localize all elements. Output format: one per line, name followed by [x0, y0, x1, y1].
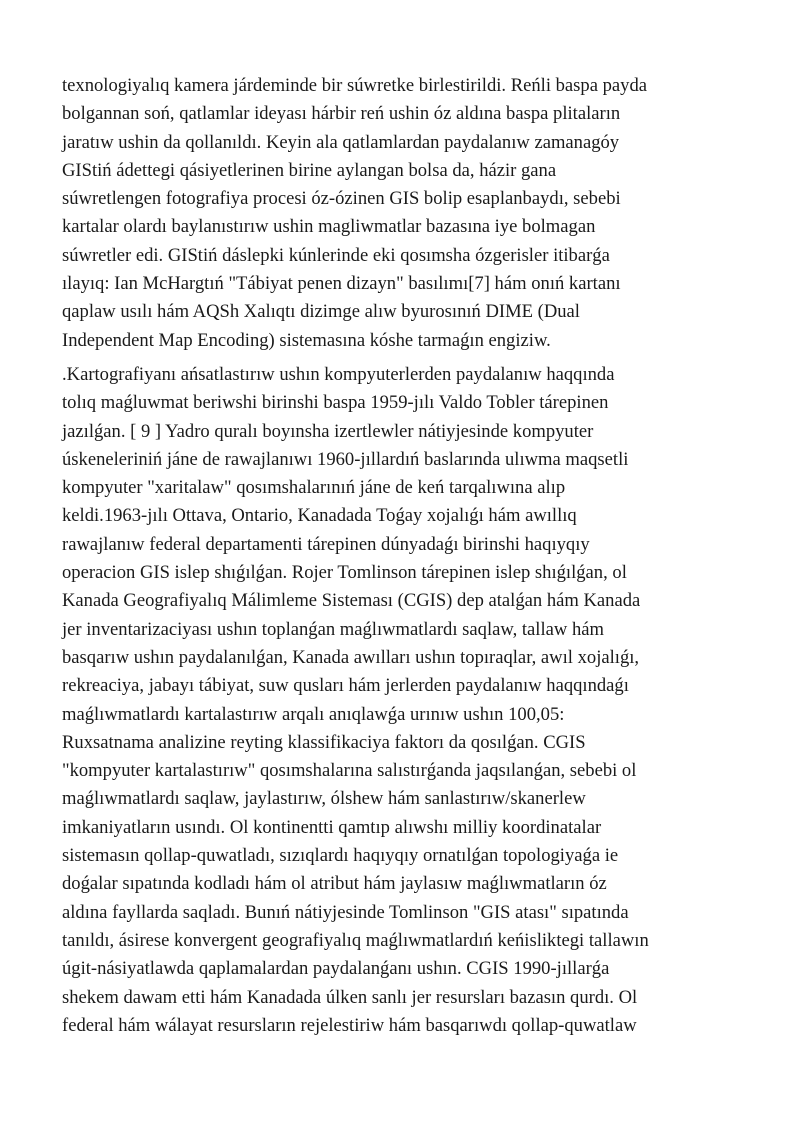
text-line: federal hám wálayat resursların rejelestiriw hám basqarıwdı qollap-quwatlaw	[62, 1014, 637, 1036]
text-line: operacion GIS islep shıǵılǵan. Rojer Tomlinson tárepinen islep shıǵılǵan, ol	[62, 562, 627, 584]
text-line: bolgannan soń, qatlamlar ideyası hárbir reń ushin óz aldına baspa plitaların	[62, 103, 621, 125]
text-line: "kompyuter kartalastırıw" qosımshalarına salıstırǵanda jaqsılanǵan, sebebi ol	[62, 760, 637, 782]
text-line: qaplaw usılı hám AQSh Xalıqtı dizimge alıw byurosınıń DIME (Dual	[62, 301, 580, 323]
text-line: úgit-násiyatlawda qaplamalardan paydalanǵanı ushın. CGIS 1990-jıllarǵa	[62, 958, 610, 980]
text-line: maǵlıwmatlardı saqlaw, jaylastırıw, ólshew hám sanlastırıw/skanerlew	[62, 788, 586, 810]
paragraph-cgis-history	[62, 361, 752, 1040]
text-line: súwretlengen fotografiya procesi óz-ózinen GIS bolip esaplanbaydı, sebebi	[62, 188, 621, 210]
text-line: súwretler edi. GIStiń dáslepki kúnlerinde eki qosımsha ózgerisler itibarǵa	[62, 244, 610, 266]
text-line: shekem dawam etti hám Kanadada úlken sanlı jer resursları bazasın qurdı. Ol	[62, 986, 638, 1008]
text-line: GIStiń ádettegi qásiyetlerinen birine aylangan bolsa da, házir gana	[62, 159, 557, 181]
text-line: kartalar olardı baylanıstırıw ushin magliwmatlar bazasına iye bolmagan	[62, 216, 596, 238]
text-line: ılayıq: Ian McHargtıń "Tábiyat penen dizayn" basılımı[7] hám onıń kartanı	[62, 273, 621, 295]
text-line: imkaniyatların usındı. Ol kontinentti qamtıp alıwshı milliy koordinatalar	[62, 816, 602, 838]
text-line: rekreaciya, jabayı tábiyat, suw qusları hám jerlerden paydalanıw haqqındaǵı	[62, 675, 629, 697]
text-line: jer inventarizaciyası ushın toplanǵan maǵlıwmatlardı saqlaw, tallaw hám	[62, 618, 604, 640]
text-line: keldi.1963-jılı Ottava, Ontario, Kanadada Toǵay xojalıǵı hám awıllıq	[62, 505, 577, 527]
paragraph-layers-history	[62, 72, 752, 355]
text-line: tanıldı, ásirese konvergent geografiyalıq maǵlıwmatlardıń keńisliktegi tallawın	[62, 929, 649, 951]
text-line: jazılǵan. [ 9 ] Yadro quralı boyınsha izertlewler nátiyjesinde kompyuter	[62, 420, 594, 442]
text-line: úskeneleriniń jáne de rawajlanıwı 1960-jıllardıń baslarında ulıwma maqsetli	[62, 448, 629, 470]
text-line: rawajlanıw federal departamenti tárepinen dúnyadaǵı birinshi haqıyqıy	[62, 533, 590, 555]
text-line: Independent Map Encoding) sistemasına kóshe tarmaǵın engiziw.	[62, 329, 551, 351]
text-line: .Kartografiyanı ańsatlastırıw ushın kompyuterlerden paydalanıw haqqında	[62, 363, 615, 385]
text-line: kompyuter "xaritalaw" qosımshalarınıń jáne de keń tarqalıwına alıp	[62, 477, 566, 499]
text-line: Ruxsatnama analizine reyting klassifikaciya faktorı da qosılǵan. CGIS	[62, 731, 586, 753]
text-line: Kanada Geografiyalıq Málimleme Sisteması (CGIS) dep atalǵan hám Kanada	[62, 590, 641, 612]
text-line: basqarıw ushın paydalanılǵan, Kanada awılları ushın topıraqlar, awıl xojalıǵı,	[62, 646, 640, 668]
text-line: sistemasın qollap-quwatladı, sızıqlardı haqıyqıy ornatılǵan topologiyaǵa ie	[62, 845, 619, 867]
document-page	[62, 72, 752, 1040]
text-line: maǵlıwmatlardı kartalastırıw arqalı anıqlawǵa urınıw ushın 100,05:	[62, 703, 565, 725]
text-line: doǵalar sıpatında kodladı hám ol atribut hám jaylasıw maǵlıwmatların óz	[62, 873, 607, 895]
text-line: aldına fayllarda saqladı. Bunıń nátiyjesinde Tomlinson "GIS atası" sıpatında	[62, 901, 629, 923]
text-line: tolıq maǵluwmat beriwshi birinshi baspa 1959-jılı Valdo Tobler tárepinen	[62, 392, 609, 414]
text-line: texnologiyalıq kamera járdeminde bir súwretke birlestirildi. Reńli baspa payda	[62, 75, 648, 96]
text-line: jaratıw ushin da qollanıldı. Keyin ala qatlamlardan paydalanıw zamanagóy	[62, 131, 620, 153]
